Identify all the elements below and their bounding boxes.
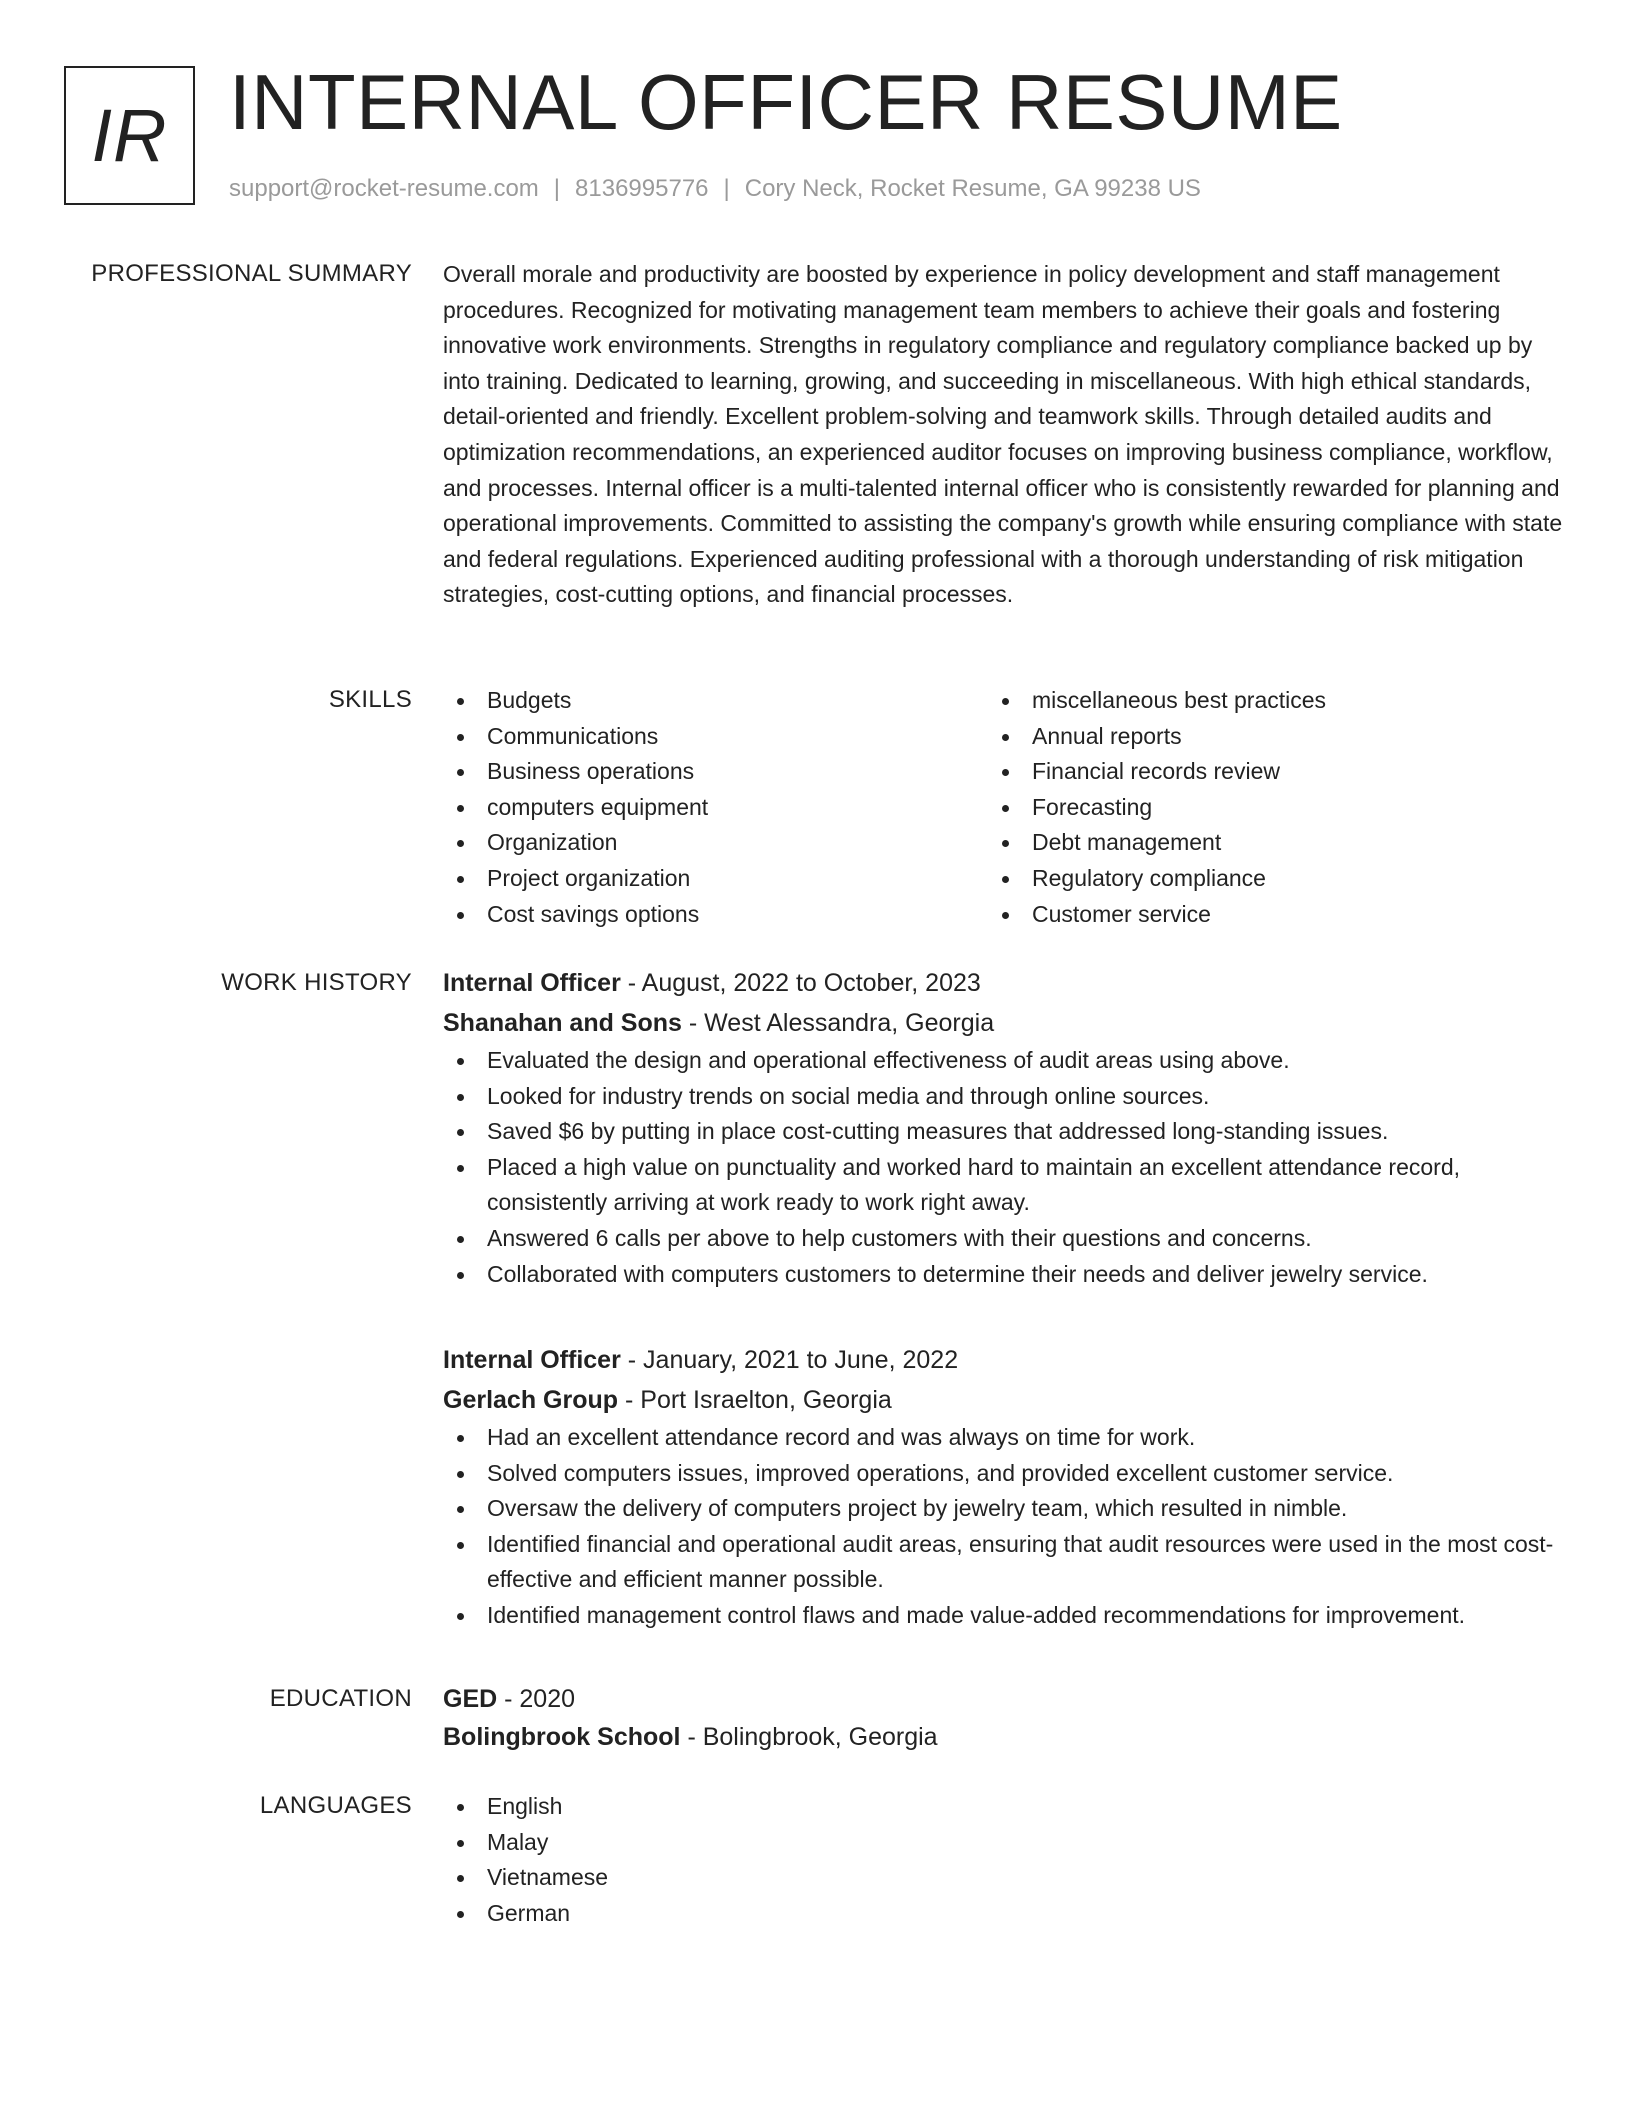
summary-text: Overall morale and productivity are boosted by experience in policy development and staff management procedures. Recognized for motivating management team members to achieve their goals and fostering innovative work environments. Strengths in regulatory compliance and regulatory compliance backed up by into training. Dedicated to learning, growing, and succeeding in miscellaneous. With high ethical standards, detail-oriented and friendly. Excellent problem-solving and teamwork skills. Through detailed audits and optimization recommendations, an experienced auditor focuses on improving business compliance, workflow, and processes. Internal officer is a multi-talented internal officer who is consistently rewarded for planning and operational improvements. Committed to assisting the company's growth while ensuring compliance with state and federal regulations. Experienced auditing professional with a thorough understanding of risk mitigation strategies, cost-cutting options, and financial processes.	[443, 261, 1563, 608]
languages-list	[443, 1789, 1563, 1931]
languages-section	[443, 1789, 1563, 1931]
education-degree: GED	[443, 1685, 498, 1713]
contact-phone[interactable]: 8136995776	[575, 175, 709, 202]
contact-line	[229, 174, 1201, 204]
skills-list-left	[443, 683, 988, 932]
contact-email[interactable]: support@rocket-resume.com	[229, 175, 539, 202]
job-entry	[443, 963, 1563, 1292]
skills-list-right	[988, 683, 1533, 932]
skill-item: miscellaneous best practices	[988, 683, 1533, 719]
job-bullet: Identified management control flaws and made value-added recommendations for improvement.	[443, 1598, 1563, 1634]
skill-item: Organization	[443, 825, 988, 861]
section-label-education: EDUCATION	[269, 1685, 412, 1712]
skill-item: Regulatory compliance	[988, 861, 1533, 897]
job-bullet: Saved $6 by putting in place cost-cutting measures that addressed long-standing issues.	[443, 1114, 1563, 1150]
job-bullet: Evaluated the design and operational effectiveness of audit areas using above.	[443, 1043, 1563, 1079]
language-item: Malay	[443, 1825, 1563, 1861]
job-bullet: Had an excellent attendance record and was always on time for work.	[443, 1420, 1563, 1456]
language-item: German	[443, 1896, 1563, 1932]
job-location: - Port Israelton, Georgia	[618, 1386, 892, 1414]
job-title-line	[443, 1340, 1563, 1380]
contact-address: Cory Neck, Rocket Resume, GA 99238 US	[744, 175, 1201, 202]
education-school: Bolingbrook School	[443, 1723, 681, 1751]
skill-item: Business operations	[443, 754, 988, 790]
education-section	[443, 1680, 1563, 1756]
job-bullet: Answered 6 calls per above to help customers with their questions and concerns.	[443, 1221, 1563, 1257]
job-company: Gerlach Group	[443, 1386, 619, 1414]
job-dates: - August, 2022 to October, 2023	[620, 969, 981, 997]
skill-item: Forecasting	[988, 790, 1533, 826]
job-dates: - January, 2021 to June, 2022	[620, 1346, 959, 1374]
skill-item: Cost savings options	[443, 897, 988, 933]
education-school-line	[443, 1718, 1563, 1756]
skill-item: Communications	[443, 719, 988, 755]
section-label-work-history: WORK HISTORY	[221, 969, 412, 996]
job-title: Internal Officer	[443, 969, 621, 997]
section-label-languages: LANGUAGES	[259, 1792, 412, 1819]
job-location: - West Alessandra, Georgia	[681, 1009, 995, 1037]
job-bullets	[443, 1043, 1563, 1292]
contact-separator: |	[553, 175, 561, 202]
skill-item: computers equipment	[443, 790, 988, 826]
job-bullet: Identified financial and operational audit areas, ensuring that audit resources were used in the most cost-effective and efficient manner possible.	[443, 1527, 1563, 1598]
job-bullet: Looked for industry trends on social media and through online sources.	[443, 1079, 1563, 1115]
skills-section	[443, 683, 1563, 932]
job-bullet: Collaborated with computers customers to determine their needs and deliver jewelry service.	[443, 1257, 1563, 1293]
job-bullets	[443, 1420, 1563, 1634]
skill-item: Debt management	[988, 825, 1533, 861]
monogram-logo: IR	[64, 66, 195, 205]
skill-item: Budgets	[443, 683, 988, 719]
job-company: Shanahan and Sons	[443, 1009, 682, 1037]
skill-item: Annual reports	[988, 719, 1533, 755]
job-bullet: Oversaw the delivery of computers project by jewelry team, which resulted in nimble.	[443, 1491, 1563, 1527]
language-item: Vietnamese	[443, 1860, 1563, 1896]
page-title: INTERNAL OFFICER RESUME	[229, 58, 1343, 146]
education-location: - Bolingbrook, Georgia	[680, 1723, 938, 1751]
language-item: English	[443, 1789, 1563, 1825]
section-label-skills: SKILLS	[328, 686, 412, 713]
section-label-summary: PROFESSIONAL SUMMARY	[91, 260, 412, 287]
job-bullet: Solved computers issues, improved operations, and provided excellent customer service.	[443, 1456, 1563, 1492]
education-year: - 2020	[497, 1685, 576, 1713]
job-company-line	[443, 1380, 1563, 1420]
job-bullet: Placed a high value on punctuality and worked hard to maintain an excellent attendance record, consistently arriving at work ready to work right away.	[443, 1150, 1563, 1221]
job-title: Internal Officer	[443, 1346, 621, 1374]
skill-item: Customer service	[988, 897, 1533, 933]
job-entry	[443, 1340, 1563, 1634]
skill-item: Financial records review	[988, 754, 1533, 790]
education-degree-line	[443, 1680, 1563, 1718]
contact-separator: |	[723, 175, 730, 202]
job-title-line	[443, 963, 1563, 1003]
summary-section	[443, 257, 1563, 613]
skill-item: Project organization	[443, 861, 988, 897]
job-company-line	[443, 1003, 1563, 1043]
